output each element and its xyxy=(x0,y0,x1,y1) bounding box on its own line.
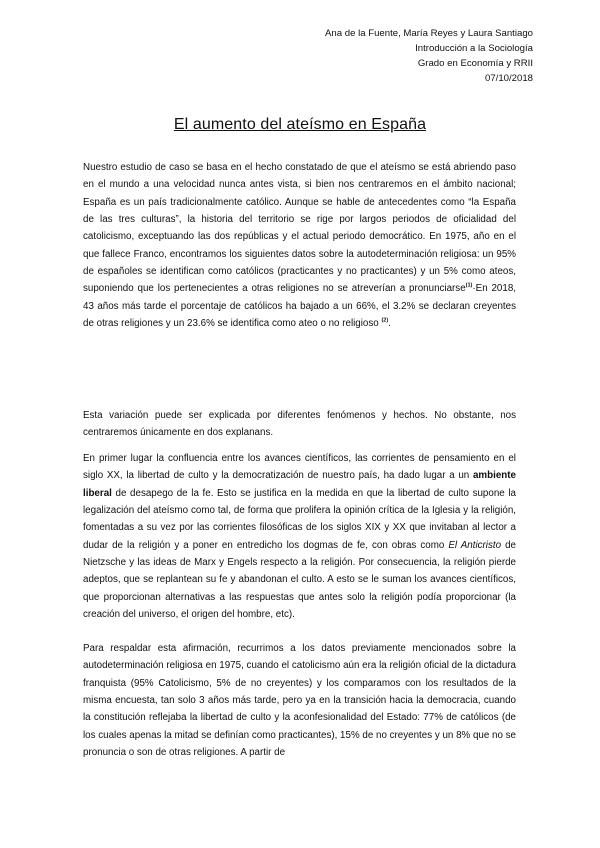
paragraph-first-explanans xyxy=(83,450,516,623)
paragraph-first-text-a: En primer lugar la confluencia entre los avances científicos, las corrientes de pensamiento en el siglo XX, la libertad de culto y la democratización de nuestro país, ha dado lugar a un xyxy=(83,453,516,482)
bold-ambiente-liberal: ambiente liberal xyxy=(83,470,516,499)
course-line: Introducción a la Sociología xyxy=(415,43,533,54)
paragraph-first-text-b: de desapego de la fe. Esto se justifica en la medida en que la libertad de culto supone la legalización del ateísmo como tal, de forma que prolifera la opinión crítica de la Iglesia y la religión, fomentadas a su vez por las corrientes filosóficas de los siglos XIX y XX que invitaban al lector a dudar de la religión y a poner en entredicho los dogmas de fe, con obras como xyxy=(83,487,516,551)
paragraph-first-text-c: de Nietzsche y las ideas de Marx y Engels respecto a la religión. Por consecuencia, la religión pierde adeptos, que se replantean su fe y abandonan el culto. A esto se le suman los avances científicos, que proporcionan alternativas a las respuestas que antes solo la religión podía proporcionar (la creación del universo, el origen del hombre, etc). xyxy=(83,539,516,621)
document-title: El aumento del ateísmo en España xyxy=(173,116,427,133)
paragraph-intro-text-a: Nuestro estudio de caso se basa en el hecho constatado de que el ateísmo se está abriendo paso en el mundo a una velocidad nunca antes vista, si bien nos centraremos en el ámbito nacional; España es un país tradicionalmente católico. Aunque se hable de antecedentes como “la España de las tres culturas”, la historia del territorio se rige por largos periodos de oficialidad del catolicismo, exceptuando las dos repúblicas y el actual periodo democrático. En 1975, año en el que fallece Franco, encontramos los siguientes datos sobre la autodeterminación religiosa: un 95% de españoles se identifican como católicos (practicantes y no practicantes) y un 5% como ateos, suponiendo que los pertenecientes a otras religiones no se atreverían a pronunciarse xyxy=(83,162,516,295)
paragraph-data-support: Para respaldar esta afirmación, recurrimos a los datos previamente mencionados sobre la autodeterminación religiosa en 1975, cuando el catolicismo aún era la religión oficial de la dictadura franquista (95% Catolicismo, 5% de no creyentes) y los comparamos con los resultados de la misma encuesta, tan solo 3 años más tarde, pero ya en la transición hacia la democracia, cuando la constitución reflejaba la libertad de culto y la aconfesionalidad del Estado: 77% de católicos (de los cuales apenas la mitad se definían como practicantes), 15% de no creyentes y un 8% que no se pronuncia o son de otras religiones. A partir de xyxy=(83,643,516,759)
authors-line: Ana de la Fuente, María Reyes y Laura Santiago xyxy=(325,28,533,39)
document-header xyxy=(325,26,533,86)
date-line: 07/10/2018 xyxy=(484,73,533,84)
paragraph-intro xyxy=(83,159,516,332)
paragraph-variation: Esta variación puede ser explicada por diferentes fenómenos y hechos. No obstante, nos centraremos únicamente en dos explanans. xyxy=(83,410,516,439)
paragraph-intro-text-b: ·En 2018, 43 años más tarde el porcentaje de católicos ha bajado a un 66%, el 3.2% se declaran creyentes de otras religiones y un 23.6% se identifica como ateo o no religioso xyxy=(83,283,516,330)
footnote-ref-1: (1) xyxy=(465,283,473,290)
degree-line: Grado en Economía y RRII xyxy=(417,58,533,69)
italic-book-title: El Anticristo xyxy=(448,539,502,551)
footnote-ref-2: (2) xyxy=(381,317,389,324)
paragraph-intro-text-c: . xyxy=(388,318,391,330)
